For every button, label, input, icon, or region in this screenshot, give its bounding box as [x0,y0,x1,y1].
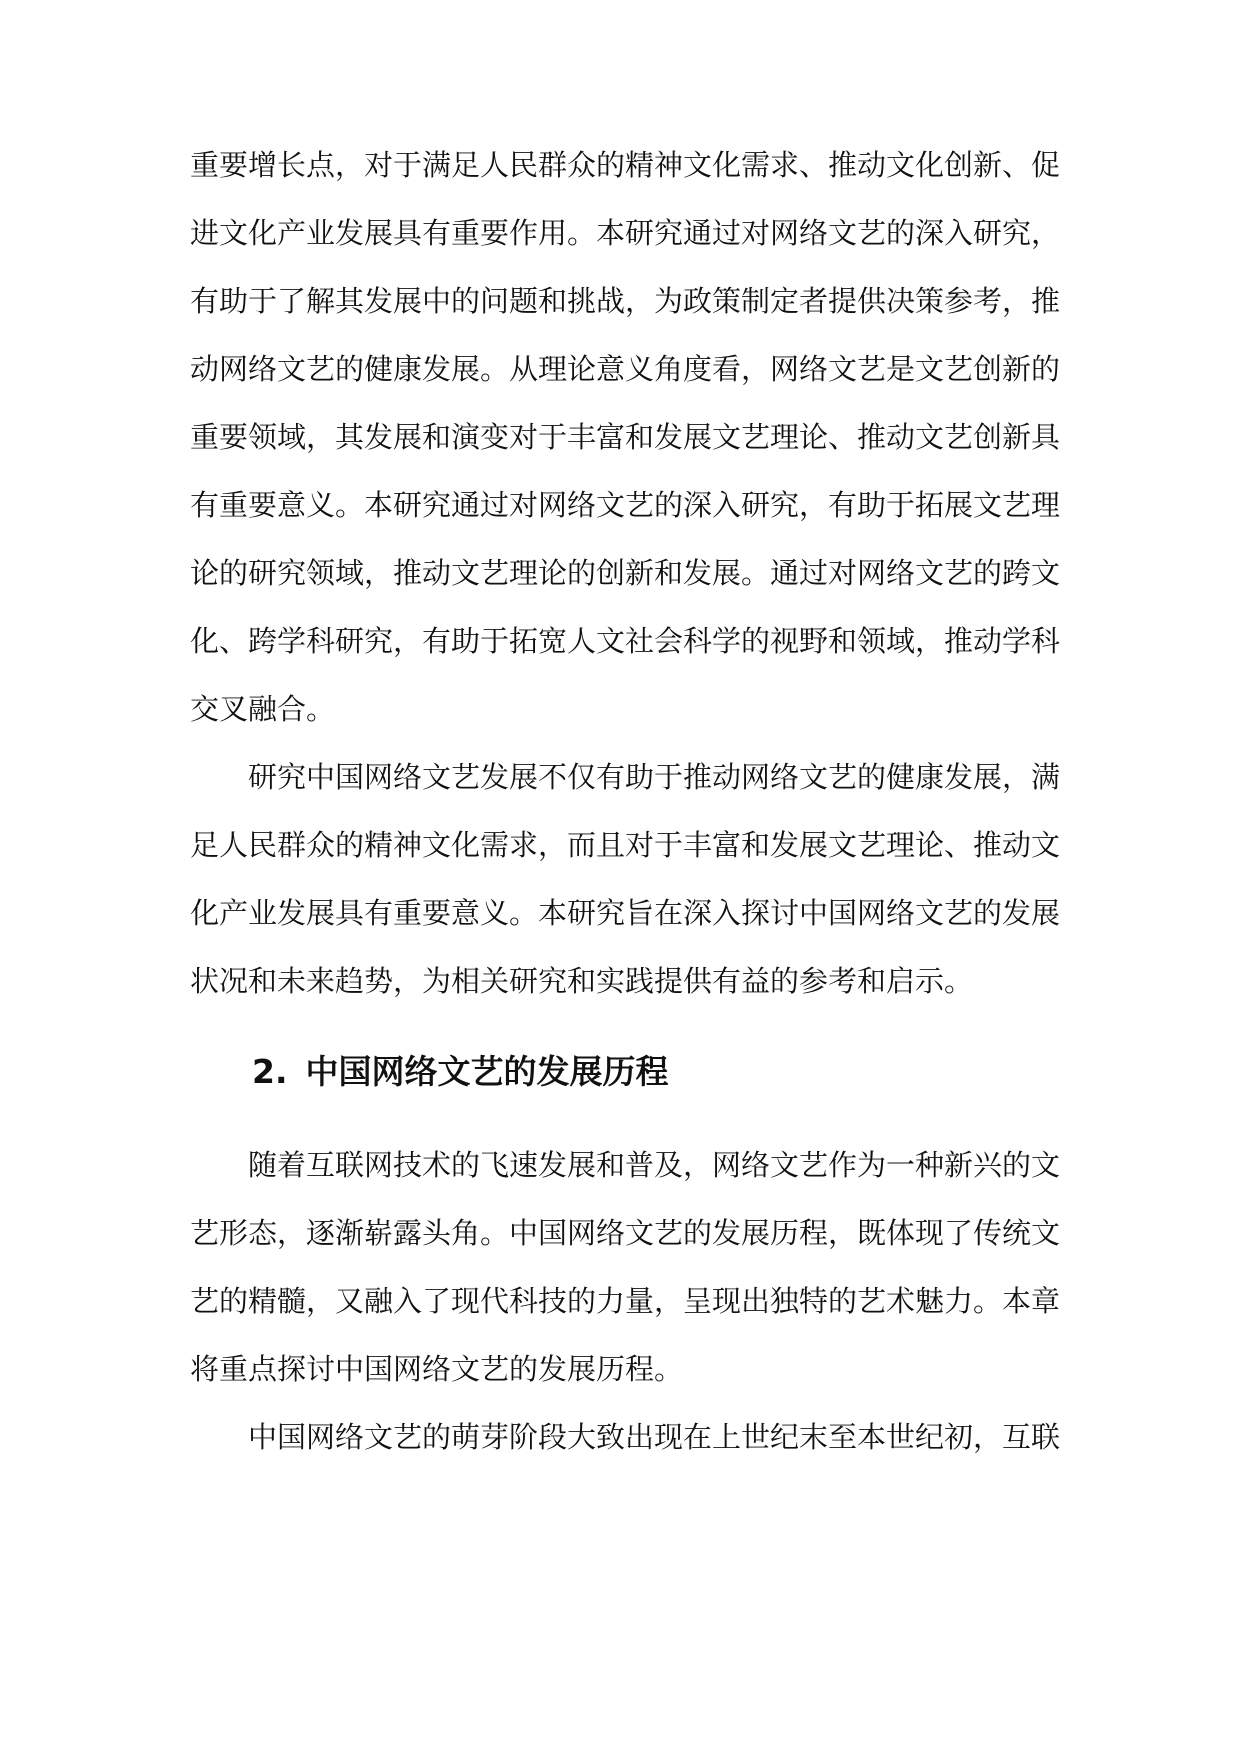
section-number: 2. [252,1052,288,1091]
section-title: 中国网络文艺的发展历程 [305,1052,669,1091]
paragraph-2-line-3: 化产业发展具有重要意义。本研究旨在深入探讨中国网络文艺的发展 [190,896,1061,930]
section-paragraph-1-line-3: 艺的精髓，又融入了现代科技的力量，呈现出独特的艺术魅力。本章 [190,1284,1061,1318]
paragraph-1-line-3: 有助于了解其发展中的问题和挑战，为政策制定者提供决策参考，推 [190,284,1061,318]
paragraph-1-line-7: 论的研究领域，推动文艺理论的创新和发展。通过对网络文艺的跨文 [190,556,1061,590]
section-paragraph-1-line-2: 艺形态，逐渐崭露头角。中国网络文艺的发展历程，既体现了传统文 [190,1216,1061,1250]
paragraph-2-line-2: 足人民群众的精神文化需求，而且对于丰富和发展文艺理论、推动文 [190,828,1061,862]
paragraph-2-line-4: 状况和未来趋势，为相关研究和实践提供有益的参考和启示。 [190,964,974,998]
section-paragraph-1-line-4: 将重点探讨中国网络文艺的发展历程。 [190,1352,684,1386]
paragraph-1-line-5: 重要领域，其发展和演变对于丰富和发展文艺理论、推动文艺创新具 [190,420,1061,454]
paragraph-1-line-8: 化、跨学科研究，有助于拓宽人文社会科学的视野和领域，推动学科 [190,624,1061,658]
section-paragraph-2-line-1: 中国网络文艺的萌芽阶段大致出现在上世纪末至本世纪初，互联 [248,1420,1061,1454]
section-paragraph-1-line-1: 随着互联网技术的飞速发展和普及，网络文艺作为一种新兴的文 [248,1148,1061,1182]
paragraph-2-line-1: 研究中国网络文艺发展不仅有助于推动网络文艺的健康发展，满 [248,760,1061,794]
paragraph-1-line-1: 重要增长点，对于满足人民群众的精神文化需求、推动文化创新、促 [190,148,1061,182]
paragraph-1-line-6: 有重要意义。本研究通过对网络文艺的深入研究，有助于拓展文艺理 [190,488,1061,522]
paragraph-1-line-2: 进文化产业发展具有重要作用。本研究通过对网络文艺的深入研究， [190,216,1061,250]
paragraph-1-line-4: 动网络文艺的健康发展。从理论意义角度看，网络文艺是文艺创新的 [190,352,1061,386]
paragraph-1-line-9: 交叉融合。 [190,692,336,726]
section-heading [252,1050,852,1094]
